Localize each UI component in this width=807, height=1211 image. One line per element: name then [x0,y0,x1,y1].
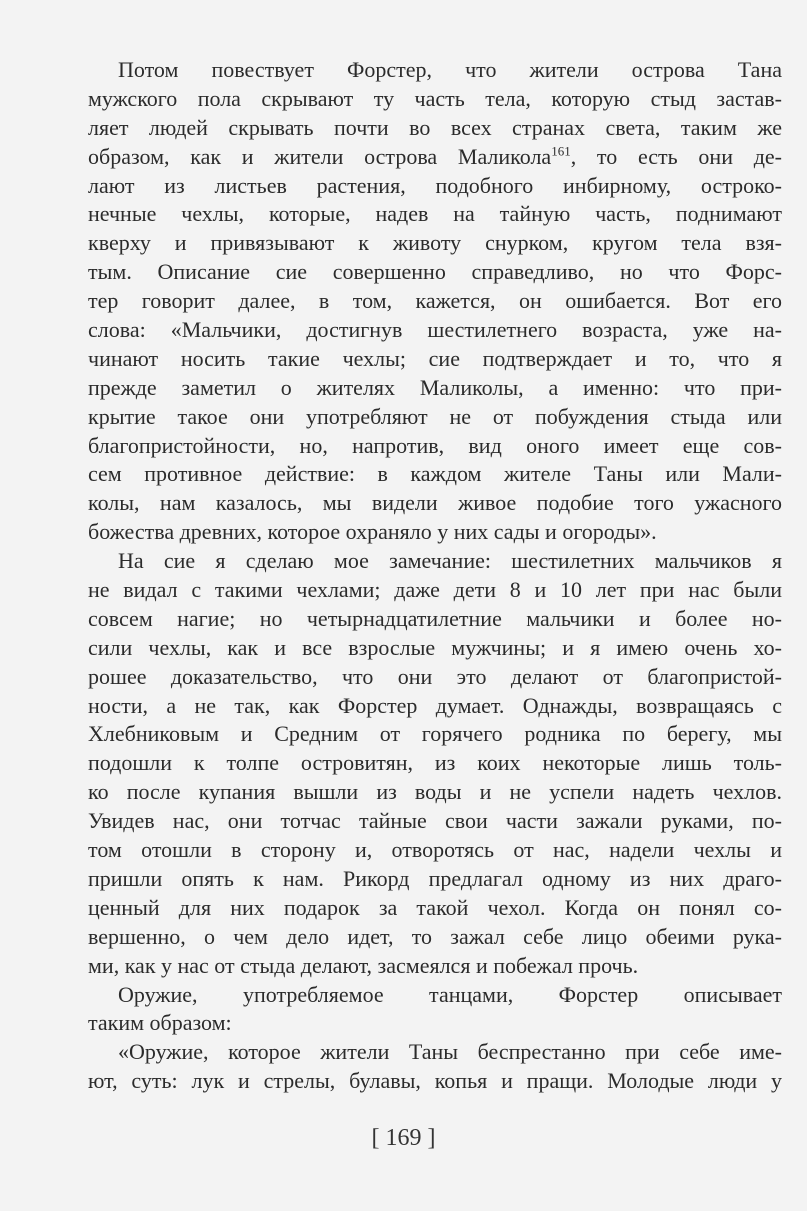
text-line: Увидев нас, они тотчас тайные свои части зажали руками, по- [88,808,782,834]
text-line: нечные чехлы, которые, надев на тайную часть, поднимают [88,201,782,227]
text-line: прежде заметил о жителях Маликолы, а именно: что при- [88,374,782,400]
text-line: не видал с такими чехлами; даже дети 8 и 10 лет при нас были [88,577,782,603]
text-line: чинают носить такие чехлы; сие подтверждает и то, что я [88,345,782,371]
text-line: благопристойности, но, напротив, вид оного имеет еще сов- [88,432,782,458]
text-line: божества древних, которое охраняло у них сады и огороды». [88,519,657,545]
text-line: слова: «Мальчики, достигнув шестилетнего возраста, уже на- [88,317,782,343]
text-line: пришли опять к нам. Рикорд предлагал одному из них драго- [88,865,782,891]
text-line: рошее доказательство, что они это делают от благопристой- [88,663,782,689]
text-line: совсем нагие; но четырнадцатилетние мальчики и более но- [88,605,782,631]
text-line: Хлебниковым и Средним от горячего родника по берегу, мы [88,721,782,747]
text-line: мужского пола скрывают ту часть тела, которую стыд застав- [88,85,782,111]
text-line: лают из листьев растения, подобного инбирному, остроко- [88,172,782,198]
text-line: сем противное действие: в каждом жителе Таны или Мали- [88,461,782,487]
text-line: ми, как у нас от стыда делают, засмеялся и побежал прочь. [88,952,639,978]
text-line: крытие такое они употребляют не от побуждения стыда или [88,403,782,429]
text-line: Потом повествует Форстер, что жители острова Тана [118,57,782,82]
text-line: сили чехлы, как и все взрослые мужчины; и я имею очень хо- [88,634,782,660]
text-line: «Оружие, которое жители Таны беспрестанно при себе име- [118,1039,782,1065]
paragraph [88,1038,782,1096]
text-line: колы, нам казалось, мы видели живое подобие того ужасного [88,490,782,516]
text-line: таким образом: [88,1010,232,1036]
page-body [88,56,782,1096]
text-line: тым. Описание сие совершенно справедливо, но что Форс- [88,259,782,285]
text-line: подошли к толпе островитян, из коих некоторые лишь толь- [88,750,782,776]
page-number: [ 169 ] [371,1125,436,1151]
text-line: На сие я сделаю мое замечание: шестилетних мальчиков я [118,548,782,574]
text-line: ют, суть: лук и стрелы, булавы, копья и пращи. Молодые люди у [88,1068,782,1094]
text-line: тер говорит далее, в том, кажется, он ошибается. Вот его [88,288,782,314]
text-line: том отошли в сторону и, отворотясь от нас, надели чехлы и [88,837,782,863]
text-line: ляет людей скрывать почти во всех странах света, таким же [88,114,782,140]
paragraph [88,56,782,547]
paragraph [88,547,782,980]
text-line: вершенно, о чем дело идет, то зажал себе лицо обеими рука- [88,923,782,949]
paragraph [88,981,782,1039]
footnote-reference: 161 [551,143,571,159]
text-line: образом, как и жители острова Маликола$^{161}$, то есть они де- [88,143,782,169]
text-line: ко после купания вышли из воды и не успели надеть чехлов. [88,779,782,805]
text-line: Оружие, употребляемое танцами, Форстер описывает [118,981,782,1007]
text-line: кверху и привязывают к животу снурком, кругом тела взя- [88,230,782,256]
text-line: ценный для них подарок за такой чехол. Когда он понял со- [88,894,782,920]
text-line: ности, а не так, как Форстер думает. Однажды, возвращаясь с [88,692,782,718]
